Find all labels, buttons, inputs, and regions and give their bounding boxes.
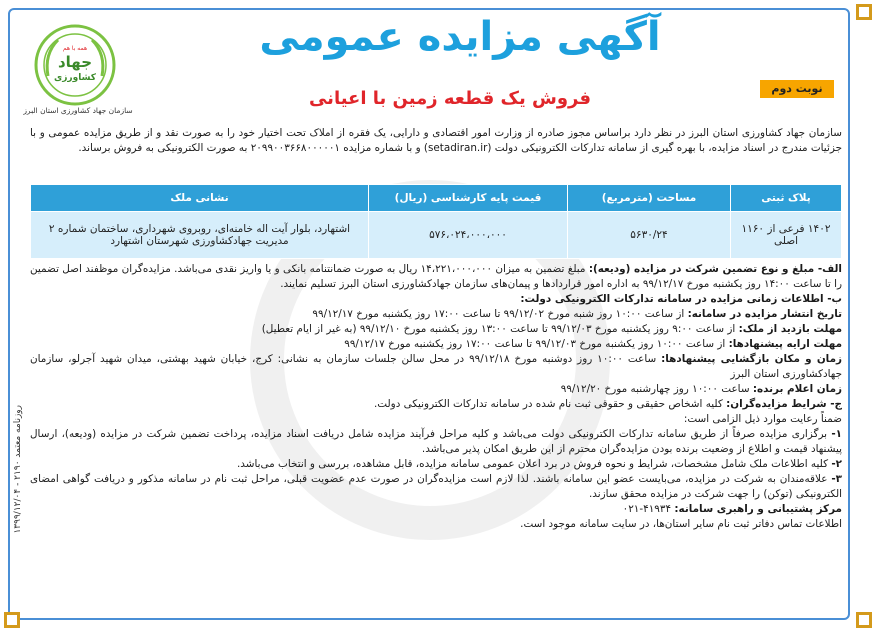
section-item xyxy=(30,382,842,397)
section-text: ۴۱۹۳۴-۰۲۱ xyxy=(622,503,675,515)
table-row xyxy=(31,212,842,259)
intro-paragraph: سازمان جهاد کشاورزی استان البرز در نظر دارد براساس مجوز صادره از وزارت امور اقتصادی و دارایی، یک فقره از املاک تحت اختیار خود را به صورت نقد و از طریق مزایده عمومی و با جزئیات مندرج در اسناد مزایده، با بهره گیری از سامانه تدارکات الکترونیکی دولت (setadiran.ir) و با شماره مزایده ۲۰۹۹۰۰۳۶۶۸۰۰۰۰۰۱ به صورت الکترونیکی به فروش برساند. xyxy=(30,127,842,154)
col-header-address: نشانی ملک xyxy=(31,185,369,212)
section-text: مبلغ تضمین به میزان ۱۴،۲۲۱،۰۰۰،۰۰۰ ریال به صورت ضمانتنامه بانکی و یا واریز نقدی می‌باشد. مزایده‌گران موظفند اصل تضمین را تا ساعت ۱۴:۰۰ روز یکشنبه مورخ ۹۹/۱۲/۱۷ به اداره امور قراردادها و پیمان‌های سازمان جهادکشاورزی استان البرز تسلیم نمایند. xyxy=(30,263,842,290)
logo-text-top: همه با هم xyxy=(62,45,88,52)
section-item xyxy=(30,292,842,307)
section-label: مهلت بازدید از ملک: xyxy=(738,323,842,335)
section-label: مهلت ارایه پیشنهادها: xyxy=(728,338,842,350)
jahad-keshavarzi-logo xyxy=(34,24,116,106)
terms-section xyxy=(30,262,842,532)
section-text: برگزاری مزایده صرفاً از طریق سامانه تدارکات الکترونیکی دولت می‌باشد و کلیه مراحل فرآیند مزایده شامل دریافت اسناد مزایده، پرداخت تضمین شرکت در مزایده (ودیعه)، ارسال پیشنهاد قیمت و اطلاع از وضعیت برنده بودن مزایده‌گران محترم از این طریق امکان پذیر می‌باشد. xyxy=(30,428,842,455)
corner-mark xyxy=(4,612,20,628)
newspaper-side-note: روزنامه معتمد ۲۱۹۰ - ۱۳۹۹/۱۲/۰۴ xyxy=(13,405,23,534)
section-label: ج- شرایط مزایده‌گران: xyxy=(726,398,842,410)
section-item xyxy=(30,352,842,382)
section-text: ساعت ۱۰:۰۰ روز چهارشنبه مورخ ۹۹/۱۲/۲۰ xyxy=(560,383,753,395)
section-item xyxy=(30,322,842,337)
section-label: ۲- xyxy=(831,458,842,470)
table-header-row xyxy=(31,185,842,212)
cell-area: ۵۶۳۰/۲۴ xyxy=(568,212,731,259)
section-label: زمان اعلام برنده: xyxy=(752,383,842,395)
cell-plate: ۱۴۰۲ فرعی از ۱۱۶۰ اصلی xyxy=(731,212,842,259)
ad-title: آگهی مزایده عمومی xyxy=(259,14,661,60)
section-label: زمان و مکان بازگشایی پیشنهادها: xyxy=(661,353,842,365)
col-header-area: مساحت (مترمربع) xyxy=(568,185,731,212)
section-label: تاریخ انتشار مزایده در سامانه: xyxy=(687,308,842,320)
section-label: الف- مبلغ و نوع تضمین شرکت در مزایده (ودیعه): xyxy=(588,263,842,275)
corner-mark xyxy=(856,4,872,20)
section-text: ضمناً رعایت موارد ذیل الزامی است: xyxy=(683,413,842,425)
logo-text-sub: کشاورزی xyxy=(54,73,96,83)
section-label: مرکز پشتیبانی و راهبری سامانه: xyxy=(674,503,842,515)
cell-price: ۵۷۶،۰۲۴،۰۰۰،۰۰۰ xyxy=(369,212,568,259)
logo-caption: سازمان جهاد کشاورزی استان البرز xyxy=(23,106,133,115)
section-text: از ساعت ۱۰:۰۰ روز یکشنبه مورخ ۹۹/۱۲/۰۳ تا ساعت ۱۷:۰۰ روز یکشنبه مورخ ۹۹/۱۲/۱۷ xyxy=(344,338,729,350)
section-item xyxy=(30,307,842,322)
section-item xyxy=(30,262,842,292)
section-item xyxy=(30,412,842,427)
section-item xyxy=(30,517,842,532)
section-text: علاقه‌مندان به شرکت در مزایده، می‌بایست عضو این سامانه باشند. لذا لازم است مزایده‌گران در صورت عدم عضویت قبلی، مراحل ثبت نام در سامانه مذکور و دریافت گواهی امضای الکترونیکی (توکن) را جهت شرکت در مزایده محقق سازند. xyxy=(30,473,842,500)
section-text: از ساعت ۹:۰۰ روز یکشنبه مورخ ۹۹/۱۲/۰۳ تا ساعت ۱۳:۰۰ روز یکشنبه مورخ ۹۹/۱۲/۱۰ (به غیر از ایام تعطیل) xyxy=(261,323,739,335)
section-text: کلیه اشخاص حقیقی و حقوقی ثبت نام شده در سامانه تدارکات الکترونیکی دولت. xyxy=(374,398,727,410)
corner-mark xyxy=(856,612,872,628)
section-item xyxy=(30,457,842,472)
section-item xyxy=(30,337,842,352)
section-label: ب- اطلاعات زمانی مزایده در سامانه تدارکات الکترونیکی دولت: xyxy=(520,293,842,305)
section-label: ۱- xyxy=(831,428,842,440)
section-item xyxy=(30,472,842,502)
section-text: ساعت ۱۰:۰۰ روز دوشنبه مورخ ۹۹/۱۲/۱۸ در محل سالن جلسات سازمان به نشانی: کرج، خیابان شهید بهشتی، میدان شهید آجرلو، سازمان جهادکشاورزی استان البرز xyxy=(30,353,842,380)
ad-subtitle: فروش یک قطعه زمین با اعیانی xyxy=(308,88,592,109)
col-header-price: قیمت پایه کارشناسی (ریال) xyxy=(369,185,568,212)
section-item xyxy=(30,427,842,457)
section-text: از ساعت ۱۰:۰۰ روز شنبه مورخ ۹۹/۱۲/۰۲ تا ساعت ۱۷:۰۰ روز یکشنبه مورخ ۹۹/۱۲/۱۷ xyxy=(312,308,688,320)
section-label: ۳- xyxy=(831,473,842,485)
property-table xyxy=(30,184,842,259)
section-item xyxy=(30,502,842,517)
round-tag: نوبت دوم xyxy=(760,80,834,98)
col-header-plate: پلاک ثبتی xyxy=(731,185,842,212)
section-text: کلیه اطلاعات ملک شامل مشخصات، شرایط و نحوه فروش در برد اعلان عمومی سامانه مزایده، قابل مشاهده، بررسی و انتخاب می‌باشد. xyxy=(237,458,832,470)
section-item xyxy=(30,397,842,412)
section-text: اطلاعات تماس دفاتر ثبت نام سایر استان‌ها، در سایت سامانه موجود است. xyxy=(520,518,842,530)
logo-text-main: جهاد xyxy=(57,53,93,71)
cell-address: اشتهارد، بلوار آیت اله خامنه‌ای، روبروی شهرداری، ساختمان شماره ۲ مدیریت جهادکشاورزی شهرستان اشتهارد xyxy=(31,212,369,259)
